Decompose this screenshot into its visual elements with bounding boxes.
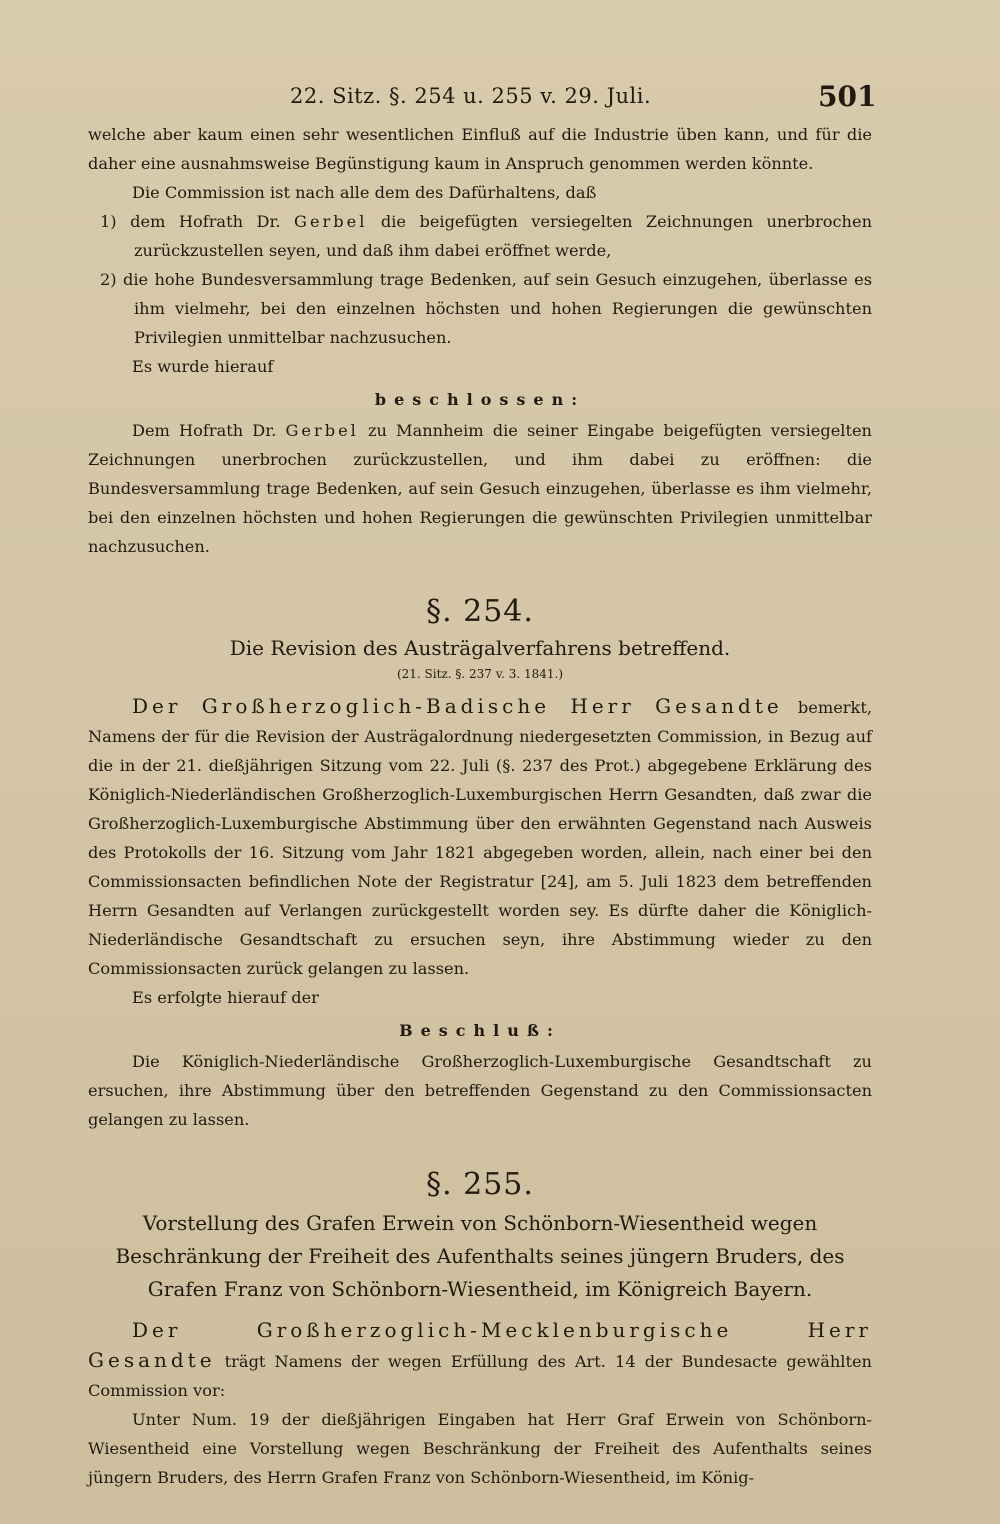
person-name: Gerbel bbox=[285, 421, 359, 440]
commission-opinion: Die Commission ist nach alle dem des Dafürhaltens, daß bbox=[132, 183, 597, 202]
section-255-paragraph bbox=[88, 1316, 872, 1405]
section-254-decision-heading: Beschluß: bbox=[399, 1021, 561, 1040]
resolution-text-start: Dem Hofrath Dr. bbox=[132, 421, 277, 440]
item-number: 1) bbox=[100, 212, 117, 231]
section-255-text: trägt Namens der wegen Erfüllung des Art. 14 der Bundesacte gewählten Commission vor: bbox=[88, 1352, 872, 1400]
section-254-text: bemerkt, Namens der für die Revision der Austrägalordnung niedergesetzten Commission, in Bezug auf die in der 21. dießjährigen Sitzung vom 22. Juli (§. 237 des Prot.) abgegebene Erklärung des Königlich-Niederländischen Großherzoglich-Luxemburgischen Herrn Gesandten, daß zwar die Großherzoglich-Luxemburgische Abstimmung über den erwähnten Gegenstand nach Ausweis des Protokolls der 16. Sitzung vom Jahr 1821 abgegeben worden, allein, nach einer bei den Commissionsacten befindlichen Note der Registratur [24], am 5. Juli 1823 dem betreffenden Herrn Gesandten auf Verlangen zurückgestellt worden sey. Es dürfte daher die Königlich-Niederländische Gesandtschaft zu ersuchen seyn, ihre Abstimmung wieder zu den Commissionsacten zurück gelangen zu lassen. bbox=[88, 698, 872, 978]
item-text: die beigefügten versiegelten Zeichnungen unerbrochen zurückzustellen seyen, und daß ihm dabei eröffnet werde, bbox=[134, 212, 872, 260]
page-body bbox=[88, 120, 872, 1492]
section-255-paragraph-2: Unter Num. 19 der dießjährigen Eingaben hat Herr Graf Erwein von Schönborn-Wiesentheid eine Vorstellung wegen Beschränkung der Freiheit des Aufenthalts seines jüngern Bruders, des Herrn Grafen Franz von Schönborn-Wiesentheid, im König- bbox=[88, 1410, 872, 1487]
section-254-number: §. 254. bbox=[426, 594, 534, 629]
decision-heading: beschlossen: bbox=[374, 390, 586, 409]
section-255-title: Vorstellung des Grafen Erwein von Schönborn-Wiesentheid wegen Beschränkung der Freiheit des Aufenthalts seines jüngern Bruders, des Grafen Franz von Schönborn-Wiesentheid, im Königreich Bayern. bbox=[115, 1211, 845, 1301]
item-text: die hohe Bundesversammlung trage Bedenken, auf sein Gesuch einzugehen, überlasse es ihm vielmehr, bei den einzelnen höchsten und hohen Regierungen die gewünschten Privilegien unmittelbar nachzusuchen. bbox=[123, 270, 873, 347]
speaker: Der Großherzoglich-Badische Herr Gesandte bbox=[132, 694, 783, 718]
resolution-text bbox=[88, 416, 872, 561]
resolution-intro: Es wurde hierauf bbox=[132, 357, 274, 376]
page-header bbox=[0, 78, 1000, 118]
item-number: 2) bbox=[100, 270, 117, 289]
person-name: Gerbel bbox=[294, 212, 368, 231]
paragraph-continuation: welche aber kaum einen sehr wesentlichen Einfluß auf die Industrie üben kann, und für die daher eine ausnahmsweise Begünstigung kaum in Anspruch genommen werden könnte. bbox=[88, 125, 872, 173]
section-254-reference: (21. Sitz. §. 237 v. 3. 1841.) bbox=[396, 667, 564, 681]
section-254-title: Die Revision des Austrägalverfahrens betreffend. bbox=[229, 636, 731, 660]
item-text: dem Hofrath Dr. bbox=[130, 212, 281, 231]
section-254-paragraph bbox=[88, 692, 872, 983]
section-254-decision-text: Die Königlich-Niederländische Großherzoglich-Luxemburgische Gesandtschaft zu ersuchen, ihre Abstimmung über den betreffenden Gegenstand zu den Commissionsacten gelangen zu lassen. bbox=[88, 1052, 872, 1129]
section-255-number: §. 255. bbox=[426, 1167, 534, 1202]
resolution-text-rest: zu Mannheim die seiner Eingabe beigefügten versiegelten Zeichnungen unerbrochen zurückzustellen, und ihm dabei zu eröffnen: die Bundesversammlung trage Bedenken, auf sein Gesuch einzugehen, überlasse es ihm vielmehr, bei den einzelnen höchsten und hohen Regierungen die gewünschten Privilegien unmittelbar nachzusuchen. bbox=[88, 421, 872, 556]
list-item-1 bbox=[88, 207, 872, 265]
page-number: 501 bbox=[818, 80, 877, 113]
speaker: Der Großherzoglich-Mecklenburgische Herr Gesandte bbox=[88, 1318, 872, 1372]
running-head: 22. Sitz. §. 254 u. 255 v. 29. Juli. bbox=[290, 84, 652, 108]
section-254-resolution-intro: Es erfolgte hierauf der bbox=[132, 988, 319, 1007]
list-item-2 bbox=[88, 265, 872, 352]
